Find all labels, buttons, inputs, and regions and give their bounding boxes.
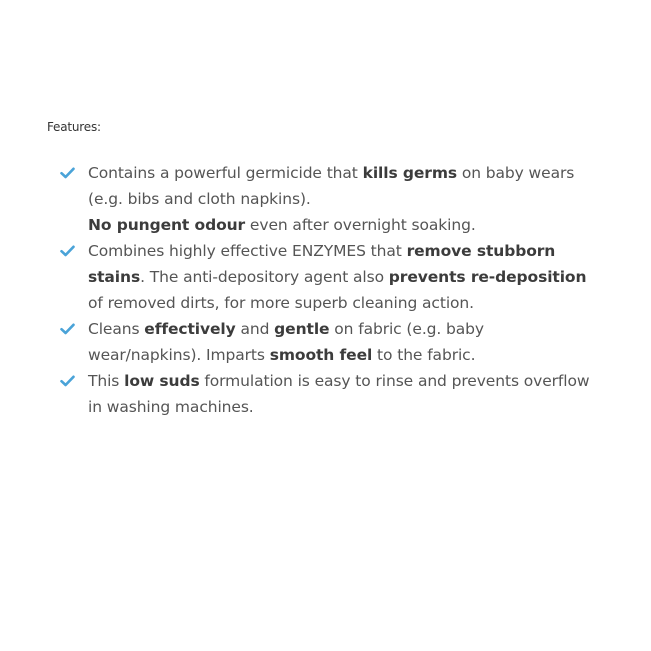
feature-note: No pungent odour even after overnight soaking. [88, 216, 476, 234]
features-heading: Features: [47, 120, 101, 134]
checkmark-icon [60, 368, 78, 394]
feature-text: This low suds formulation is easy to rinse and prevents overflow in washing machines. [88, 372, 590, 416]
checkmark-icon [60, 160, 78, 186]
feature-item [60, 160, 600, 238]
feature-item [60, 316, 600, 368]
features-list [60, 160, 600, 420]
feature-text: Contains a powerful germicide that kills germs on baby wears (e.g. bibs and cloth napkins). No pungent odour even after overnight soaking. [88, 164, 600, 238]
feature-text: Cleans effectively and gentle on fabric (e.g. baby wear/napkins). Imparts smooth feel to the fabric. [88, 320, 484, 364]
feature-text: Combines highly effective ENZYMES that remove stubborn stains. The anti-depository agent also prevents re-deposition of removed dirts, for more superb cleaning action. [88, 242, 587, 312]
feature-item [60, 238, 600, 316]
checkmark-icon [60, 238, 78, 264]
checkmark-icon [60, 316, 78, 342]
feature-item [60, 368, 600, 420]
